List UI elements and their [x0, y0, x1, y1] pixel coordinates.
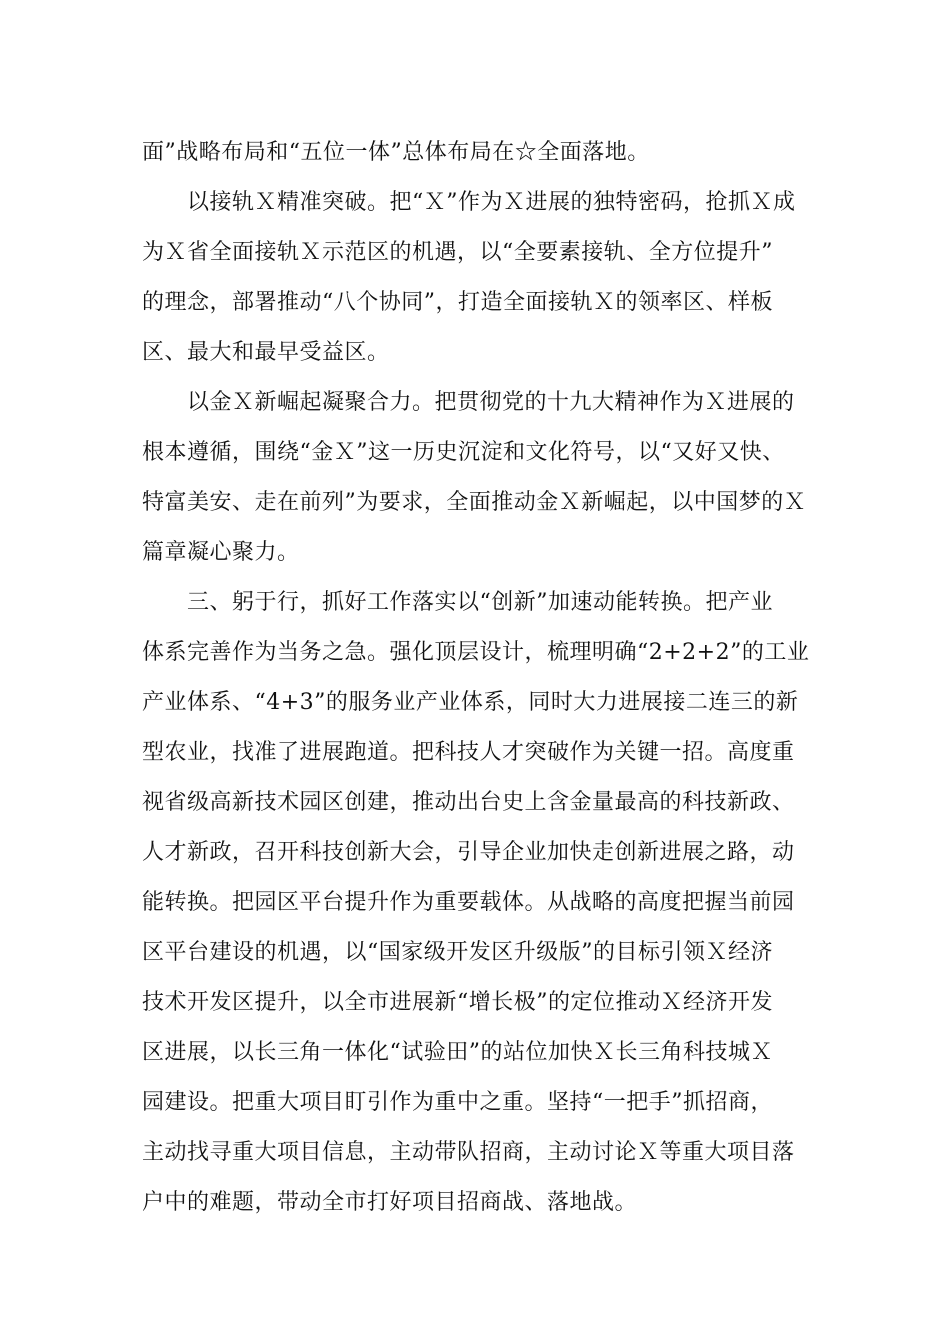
text-line: 体系完善作为当务之急。强化顶层设计，梳理明确“2+2+2”的工业 [142, 640, 810, 665]
text-line: 园建设。把重大项目盯引作为重中之重。坚持“一把手”抓招商， [142, 1090, 773, 1115]
text-line: 特富美安、走在前列”为要求，全面推动金Ｘ新崛起，以中国梦的Ｘ [142, 490, 807, 515]
text-line: 人才新政，召开科技创新大会，引导企业加快走创新进展之路，动 [142, 840, 795, 865]
text-line: 面”战略布局和“五位一体”总体布局在☆全面落地。 [142, 140, 650, 165]
document-body [142, 128, 812, 1228]
text-line: 产业体系、“4+3”的服务业产业体系，同时大力进展接二连三的新 [142, 690, 799, 715]
text-line: 区进展，以长三角一体化“试验田”的站位加快Ｘ长三角科技城Ｘ [142, 1040, 773, 1065]
text-line: 以金Ｘ新崛起凝聚合力。把贯彻党的十九大精神作为Ｘ进展的 [142, 390, 795, 415]
text-line: 视省级高新技术园区创建，推动出台史上含金量最高的科技新政、 [142, 790, 795, 815]
text-line: 技术开发区提升，以全市进展新“增长极”的定位推动Ｘ经济开发 [142, 990, 773, 1015]
text-line: 的理念，部署推动“八个协同”，打造全面接轨Ｘ的领率区、样板 [142, 290, 773, 315]
text-line: 型农业，找准了进展跑道。把科技人才突破作为关键一招。高度重 [142, 740, 795, 765]
text-line: 主动找寻重大项目信息，主动带队招商，主动讨论Ｘ等重大项目落 [142, 1140, 795, 1165]
text-line: 为Ｘ省全面接轨Ｘ示范区的机遇，以“全要素接轨、全方位提升” [142, 240, 773, 265]
text-line: 三、躬于行，抓好工作落实以“创新”加速动能转换。把产业 [142, 590, 773, 615]
text-line: 区平台建设的机遇，以“国家级开发区升级版”的目标引领Ｘ经济 [142, 940, 773, 965]
text-line: 根本遵循，围绕“金Ｘ”这一历史沉淀和文化符号，以“又好又快、 [142, 440, 785, 465]
text-line: 户中的难题，带动全市打好项目招商战、落地战。 [142, 1190, 638, 1215]
text-line: 区、最大和最早受益区。 [142, 340, 390, 365]
text-line: 以接轨Ｘ精准突破。把“Ｘ”作为Ｘ进展的独特密码，抢抓Ｘ成 [142, 190, 796, 215]
text-line: 能转换。把园区平台提升作为重要载体。从战略的高度把握当前园 [142, 890, 795, 915]
text-line: 篇章凝心聚力。 [142, 540, 300, 565]
